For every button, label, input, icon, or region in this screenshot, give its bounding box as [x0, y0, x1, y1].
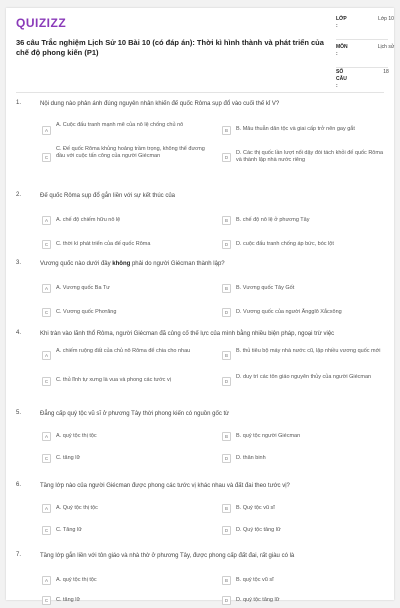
- meta-divider: [336, 39, 388, 40]
- option-text: B. quý tộc vũ sĩ: [236, 577, 274, 583]
- worksheet-title: 36 câu Trắc nghiệm Lịch Sử 10 Bài 10 (có đáp án): Thời kì hình thành và phát triển của chế độ phong kiến (P1): [16, 38, 324, 57]
- option-text: A. quý tộc thị tộc: [56, 577, 97, 583]
- count-label: SỐ CÂU :: [336, 69, 347, 89]
- option-text: C. Tăng lữ: [56, 527, 82, 533]
- option-text: B. Mâu thuẫn dân tộc và giai cấp trở nên gay gắt: [236, 126, 355, 132]
- option-text: C. Vương quốc Phơrăng: [56, 309, 117, 315]
- question-text-part: Vương quốc nào dưới đây: [40, 261, 113, 267]
- question-number: 7.: [16, 552, 22, 558]
- question-number: 5.: [16, 410, 22, 416]
- option-text: B. quý tộc người Giécman: [236, 433, 301, 439]
- option-text: D. thân binh: [236, 455, 266, 461]
- option-letter-box: C: [42, 377, 51, 386]
- meta-divider: [336, 67, 388, 68]
- question-number: 2.: [16, 192, 22, 198]
- question-text-part: phải do người Giécman thành lập?: [130, 261, 225, 267]
- option-letter-box: C: [42, 454, 51, 463]
- count-value: 18: [383, 69, 389, 75]
- option-letter-box: C: [42, 153, 51, 162]
- option-letter-box: B: [222, 284, 231, 293]
- option-letter-box: D: [222, 596, 231, 605]
- question-number: 4.: [16, 330, 22, 336]
- option-text: C. thời kì phát triển của đế quốc Rôma: [56, 241, 151, 247]
- option-letter-box: D: [222, 153, 231, 162]
- option-text: C. tăng lữ: [56, 455, 81, 461]
- option-letter-box: A: [42, 432, 51, 441]
- question-text: [40, 260, 380, 268]
- question-emphasis: không: [112, 261, 131, 267]
- option-letter-box: A: [42, 126, 51, 135]
- option-letter-box: C: [42, 596, 51, 605]
- option-letter-box: A: [42, 351, 51, 360]
- question-text: Nội dung nào phản ánh đúng nguyên nhân khiến đế quốc Rôma sụp đổ vào cuối thế kỉ V?: [40, 101, 280, 107]
- class-label: LỚP :: [336, 16, 347, 29]
- subject-label: MÔN :: [336, 44, 348, 57]
- option-letter-box: B: [222, 504, 231, 513]
- subject-value: Lịch sử: [377, 44, 395, 50]
- option-text: B. Vương quốc Tây Gốt: [236, 285, 295, 291]
- class-value: Lớp 10: [378, 16, 394, 22]
- question-text: Khi tràn vào lãnh thổ Rôma, người Giécman đã củng cố thế lực của mình bằng nhiều biện pháp, ngoại trừ việc: [40, 331, 335, 337]
- option-text: B. Quý tộc vũ sĩ: [236, 505, 275, 511]
- option-text: B. thủ tiêu bộ máy nhà nước cũ, lập nhiều vương quốc mới: [236, 348, 381, 354]
- question-text: Tầng lớp gắn liền với tôn giáo và nhà thờ ở phương Tây, được phong cấp đất đai, rất giàu có là: [40, 553, 295, 559]
- option-text: D. Quý tộc tăng lữ: [236, 527, 281, 533]
- option-text: C. thủ lĩnh tự xưng là vua và phong các tước vị: [56, 377, 171, 383]
- option-text: A. Vương quốc Ba Tư: [56, 285, 110, 291]
- option-letter-box: D: [222, 240, 231, 249]
- option-text: A. quý tộc thị tộc: [56, 433, 97, 439]
- option-text: A. chế độ chiếm hữu nô lệ: [56, 217, 121, 223]
- option-letter-box: B: [222, 351, 231, 360]
- option-text: B. chế độ nô lệ ở phương Tây: [236, 217, 310, 223]
- option-letter-box: C: [42, 308, 51, 317]
- option-letter-box: D: [222, 454, 231, 463]
- question-text: Đẳng cấp quý tộc vũ sĩ ở phương Tây thời phong kiến có nguồn gốc từ: [40, 411, 230, 417]
- option-letter-box: D: [222, 308, 231, 317]
- option-text: A. Quý tộc thị tộc: [56, 505, 98, 511]
- option-letter-box: C: [42, 526, 51, 535]
- option-text: A. chiếm ruộng đất của chủ nô Rôma để chia cho nhau: [56, 348, 191, 354]
- option-text: D. Vương quốc của người Ăngglô Xắcxông: [236, 309, 342, 315]
- worksheet-page: [6, 8, 395, 603]
- quizizz-logo: QUIZIZZ: [16, 16, 67, 30]
- option-text: D. cuộc đấu tranh chống áp bức, bóc lột: [236, 241, 334, 247]
- question-number: 1.: [16, 100, 22, 106]
- option-letter-box: D: [222, 377, 231, 386]
- option-text: D. duy trì các tôn giáo nguyên thủy của người Giécman: [236, 374, 372, 380]
- header-divider: [16, 92, 384, 93]
- question-number: 3.: [16, 260, 22, 266]
- question-text: Đế quốc Rôma sụp đổ gắn liền với sự kết thúc của: [40, 193, 176, 199]
- question-text: Tầng lớp nào của người Giécman được phong các tước vị khác nhau và đất đai theo tước vị?: [40, 483, 290, 489]
- option-letter-box: D: [222, 526, 231, 535]
- question-number: 6.: [16, 482, 22, 488]
- option-letter-box: B: [222, 432, 231, 441]
- option-letter-box: B: [222, 576, 231, 585]
- option-letter-box: C: [42, 240, 51, 249]
- option-text: C. tăng lữ: [56, 597, 81, 603]
- option-letter-box: A: [42, 576, 51, 585]
- option-text: C. Đế quốc Rôma khủng hoảng trầm trọng, không thể đương đầu với cuộc tấn công của người Giécman: [56, 146, 205, 159]
- option-text: D. Các thị quốc lần lượt nổi dậy đòi tách khỏi đế quốc Rôma và thành lập nhà nước riêng: [236, 150, 384, 163]
- option-letter-box: B: [222, 126, 231, 135]
- option-text: D. quý tộc tăng lữ: [236, 597, 280, 603]
- option-letter-box: B: [222, 216, 231, 225]
- option-letter-box: A: [42, 504, 51, 513]
- option-letter-box: A: [42, 216, 51, 225]
- option-letter-box: A: [42, 284, 51, 293]
- option-text: A. Cuộc đấu tranh mạnh mẽ của nô lệ chống chủ nô: [56, 122, 184, 128]
